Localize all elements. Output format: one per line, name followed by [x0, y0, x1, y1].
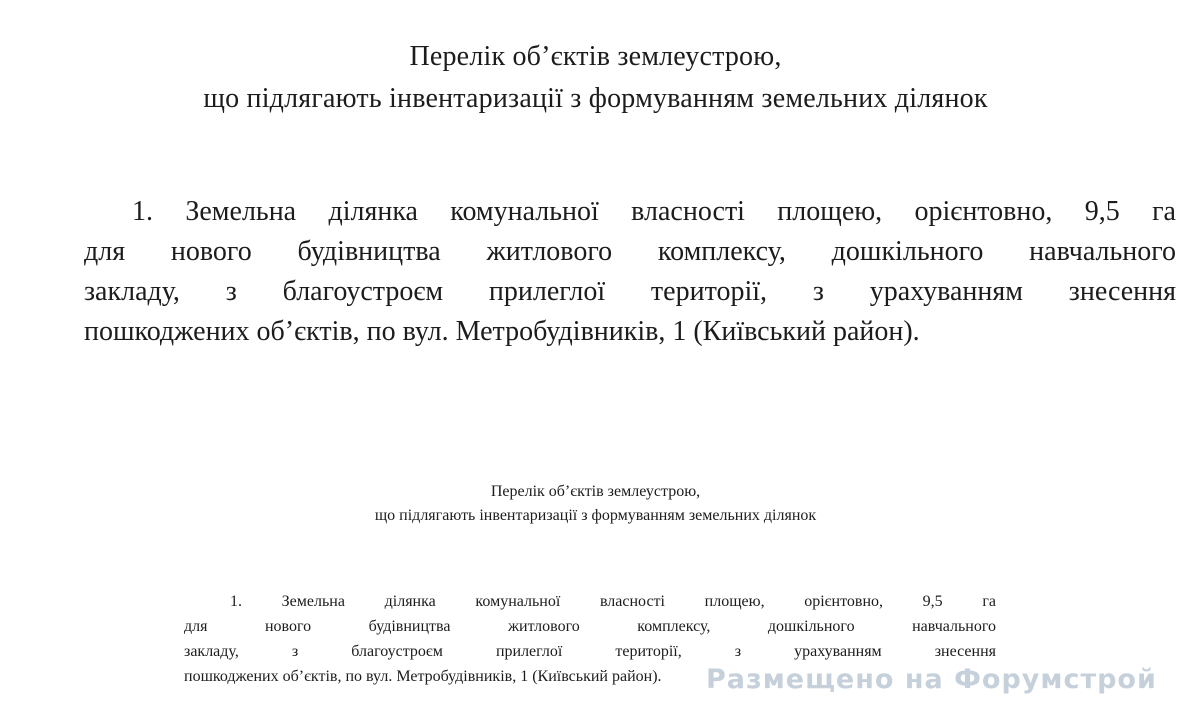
large-title-line-2: що підлягають інвентаризації з формуванням земельних ділянок	[203, 83, 988, 114]
large-paragraph-line-1: 1. Земельна ділянка комунальної власності площею, орієнтовно, 9,5 га	[132, 196, 1176, 227]
small-title	[0, 480, 1191, 528]
small-paragraph-line-1: 1. Земельна ділянка комунальної власності площею, орієнтовно, 9,5 га	[230, 593, 996, 610]
large-paragraph-line-3: закладу, з благоустроєм прилеглої території, з урахуванням знесення	[84, 276, 1176, 307]
large-paragraph	[84, 192, 1176, 352]
small-title-line-1: Перелік об’єктів землеустрою,	[490, 483, 701, 500]
small-title-line-2: що підлягають інвентаризації з формуванням земельних ділянок	[374, 507, 817, 524]
watermark: Размещено на Форумстрой	[706, 664, 1157, 695]
large-title	[0, 36, 1191, 120]
small-paragraph-line-3: закладу, з благоустроєм прилеглої території, з урахуванням знесення	[184, 643, 996, 660]
small-paragraph-line-2: для нового будівництва житлового комплексу, дошкільного навчального	[184, 618, 996, 635]
small-paragraph-line-4: пошкоджених об’єктів, по вул. Метробудівників, 1 (Київський район).	[184, 668, 662, 685]
large-title-line-1: Перелік об’єктів землеустрою,	[409, 41, 782, 72]
large-paragraph-line-4: пошкоджених об’єктів, по вул. Метробудівників, 1 (Київський район).	[84, 316, 920, 347]
large-paragraph-line-2: для нового будівництва житлового комплексу, дошкільного навчального	[84, 236, 1176, 267]
